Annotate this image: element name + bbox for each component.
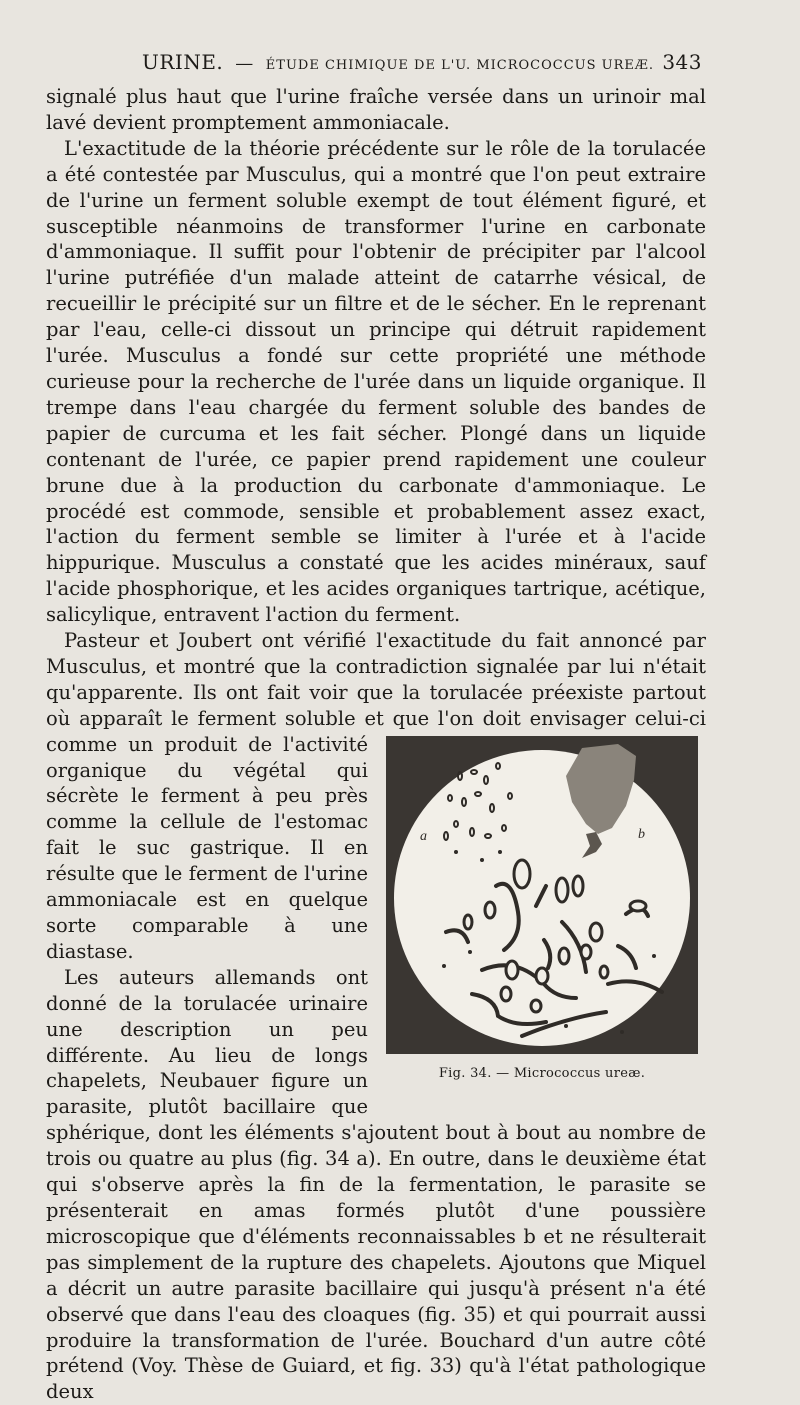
paragraph-1: signalé plus haut que l'urine fraîche versée dans un urinoir mal lavé devient promptement ammoniacale. [46,85,706,134]
header-subtitle: ÉTUDE CHIMIQUE DE L'U. MICROCOCCUS UREÆ. [265,58,655,73]
header-title: URINE. [142,50,224,74]
figure-caption: Fig. 34. — Micrococcus ureæ. [438,1066,646,1081]
paragraph-4: Les auteurs allemands ont donné de la torulacée urinaire une description un peu différente. Au lieu de longs chapelets, Neubauer figure un parasite, plutôt bacillaire que sphérique, dont les éléments s'ajoutent bout à bout au nombre de trois ou quatre au plus (fig. 34 a). En outre, dans le deuxième état qui s'observe après la fin de la fermentation, le parasite se présenterait en amas formés plutôt d'une poussière microscopique que d'éléments reconnaissables b et ne résulterait pas simplement de la rupture des chapelets. Ajoutons que Miquel a décrit un autre parasite bacillaire qui jusqu'à présent n'a été observé que dans l'eau des cloaques (fig. 35) et qui pourrait aussi produire la transformation de l'urée. Bouchard d'un autre côté prétend (Voy. Thèse de Guiard, et fig. 33) qu'à l'état pathologique deux [46,965,706,1404]
paragraph-2: L'exactitude de la théorie précédente sur le rôle de la torulacée a été contestée par Musculus, qui a montré que l'on peut extraire de l'urine un ferment soluble exempt de tout élément figuré, et susceptible néanmoins de transformer l'urine en carbonate d'ammoniaque. Il suffit pour l'obtenir de précipiter par l'alcool l'urine putréfiée d'un malade atteint de catarrhe vésical, de recueillir le précipité sur un filtre et de le sécher. En le reprenant par l'eau, celle-ci dissout un principe qui détruit rapidement l'urée. Musculus a fondé sur cette propriété une méthode curieuse pour la recherche de l'urée dans un liquide organique. Il trempe dans l'eau chargée du ferment soluble des bandes de papier de curcuma et les fait sécher. Plongé dans un liquide contenant de l'urée, ce papier prend rapidement une couleur brune due à la production du carbonate d'ammoniaque. Le procédé est commode, sensible et probablement assez exact, l'action du ferment semble se limiter à l'urée et à l'acide hippurique. Musculus a constaté que les acides minéraux, sauf l'acide phosphorique, et les acides organiques tartrique, acétique, salicylique, entravent l'action du ferment. [46,136,706,627]
page-number: 343 [662,50,702,74]
paragraph-3: Pasteur et Joubert ont vérifié l'exactitude du fait annoncé par Musculus, et montré que la contradiction signalée par lui n'était qu'apparente. Ils ont fait voir que la torulacée préexiste partout où apparaît le ferment soluble et que l'on doit envisager celui-ci comme un produit de l'activité organique du végétal qui sécrète le ferment à peu près comme la cellule de l'estomac fait le suc gastrique. Il en résulte que le ferment de l'urine ammoniacale est en quelque sorte comparable à une diastase. [46,628,706,965]
figure-float-spacer [376,736,706,1114]
header-dash: — [235,53,254,74]
figure-label-a: a [420,829,427,844]
running-header [142,50,702,78]
figure-label-b: b [638,827,645,842]
body-text [46,84,706,1405]
